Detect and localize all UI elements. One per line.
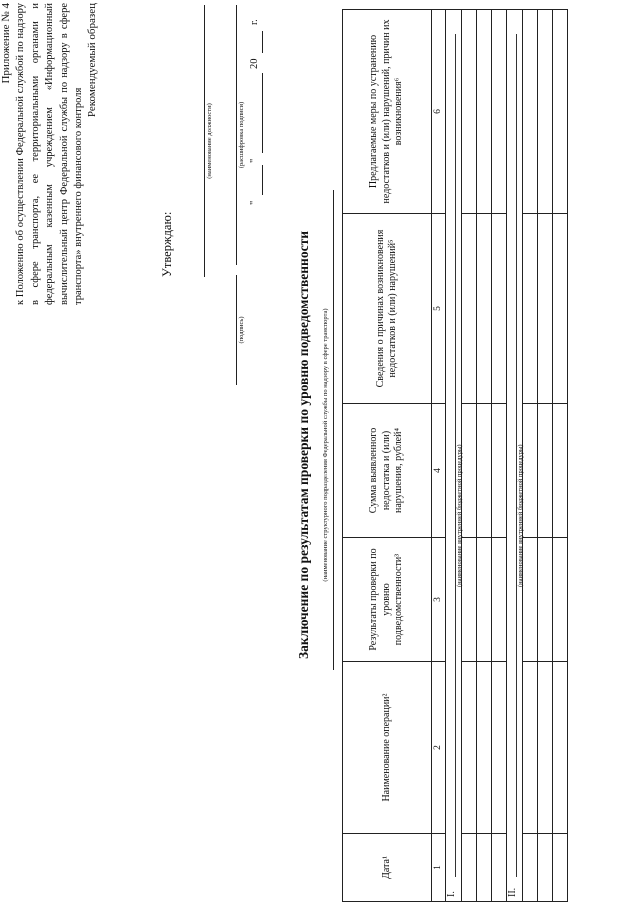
date-year-prefix: 20 <box>249 58 260 69</box>
position-line <box>204 5 205 277</box>
signature-line <box>236 275 237 385</box>
column-number: 3 <box>432 538 446 662</box>
date-year-suffix: г. <box>249 19 260 25</box>
column-number: 1 <box>432 834 446 902</box>
decoding-caption: (расшифровка подписи) <box>238 101 245 169</box>
section-label: II. <box>507 887 518 897</box>
column-number: 4 <box>432 404 446 538</box>
table-row <box>538 10 553 902</box>
table-row <box>553 10 568 902</box>
header-causes: Сведения о причинах возникновения недостатков и (или) нарушений⁵ <box>343 214 432 404</box>
header-measures: Предлагаемые меры по устранению недостатков и (или) нарушений, причин их возникновения⁶ <box>343 10 432 214</box>
column-number: 2 <box>432 662 446 834</box>
section-label: I. <box>446 891 457 897</box>
date-year-line <box>262 31 263 53</box>
header-check-results: Результаты проверки по уровню подведомственности³ <box>343 538 432 662</box>
table-row <box>477 10 492 902</box>
date-close-quote: " <box>249 158 260 163</box>
section-row-2 <box>507 10 523 902</box>
header-date: Дата¹ <box>343 834 432 902</box>
column-numbers-row <box>432 10 446 902</box>
section-caption: (наименование внутренней бюджетной процедуры) <box>456 444 463 587</box>
sample-note: Рекомендуемый образец <box>86 3 98 118</box>
column-number: 6 <box>432 10 446 214</box>
column-number: 5 <box>432 214 446 404</box>
table-row <box>462 10 477 902</box>
appendix-reference: к Положению об осуществлении Федеральной службой по надзору в сфере транспорта, ее территориальными органами и федеральным казенным учреждением «Информационный вычислительный центр Федеральной службы по надзору в сфере транспорта» внутреннего финансового контроля <box>15 3 84 305</box>
date-month-line <box>262 73 263 153</box>
position-caption: (наименование должности) <box>206 103 213 179</box>
department-line <box>333 190 334 670</box>
decoding-line <box>236 5 237 265</box>
header-operation: Наименование операции² <box>343 662 432 834</box>
table-row <box>523 10 538 902</box>
results-table <box>342 9 568 902</box>
approval-title: Утверждаю: <box>160 211 174 277</box>
date-open-quote: " <box>249 200 260 205</box>
table-header-row <box>343 10 432 902</box>
section-row-1 <box>446 10 462 902</box>
header-amount: Сумма выявленного недостатка и (или) нарушения, рублей⁴ <box>343 404 432 538</box>
signature-caption: (подпись) <box>238 316 245 344</box>
department-caption: (наименование структурного подразделения Федеральной службы по надзору в сфере транспорта) <box>322 308 329 582</box>
table-row <box>492 10 507 902</box>
date-day-line <box>262 165 263 195</box>
section-caption: (наименование внутренней бюджетной процедуры) <box>517 444 524 587</box>
document-title: Заключение по результатам проверки по уровню подведомственности <box>296 231 311 659</box>
appendix-title: Приложение № 4 <box>0 3 12 84</box>
